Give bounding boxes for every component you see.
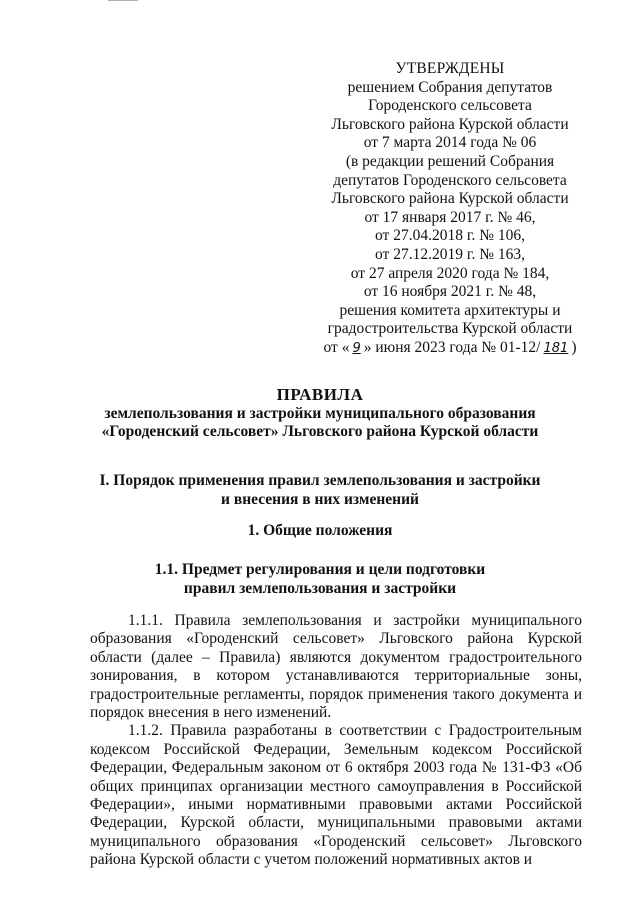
- approval-last-suffix: ): [571, 338, 577, 356]
- handwritten-day: 9: [352, 340, 361, 356]
- subsection-title-line: правил землепользования и застройки: [183, 579, 457, 597]
- approval-line: Льговского района Курской области: [331, 190, 569, 208]
- approval-line: решением Собрания депутатов: [347, 78, 553, 96]
- scan-mark: [108, 0, 138, 4]
- approval-line: от 27.12.2019 г. № 163,: [375, 245, 525, 263]
- document-title: [60, 386, 580, 442]
- title-main: ПРАВИЛА: [276, 385, 364, 404]
- subsection-title: [60, 561, 580, 598]
- subsection-title-line: 1.1. Предмет регулирования и цели подготовки: [154, 561, 486, 578]
- title-line: землепользования и застройки муниципального образования: [104, 404, 536, 422]
- approval-line: от 7 марта 2014 года № 06: [363, 134, 537, 152]
- approval-line: от 16 ноября 2021 г. № 48,: [363, 283, 537, 301]
- approval-last-line: [300, 339, 600, 359]
- paragraph: 1.1.2. Правила разработаны в соответствии с Градостроительным кодексом Российской Федерации, Земельным кодексом Российской Федерации, Федеральным законом от 6 октября 2003 года № 131-ФЗ «Об общих принципах организации местного самоуправления в Российской Федерации», иными нормативными правовыми актами Российской Федерации, Курской области, муниципальными правовыми актами муниципального образования «Городенский сельсовет» Льговского района Курской области с учетом положений нормативных актов и: [90, 722, 582, 869]
- approval-line: решения комитета архитектуры и: [339, 301, 561, 319]
- section-title: [60, 472, 580, 509]
- approval-line: (в редакции решений Собрания: [345, 152, 555, 170]
- approval-block: [300, 60, 600, 359]
- section-title-line: и внесения в них изменений: [221, 490, 419, 508]
- approval-heading: УТВЕРЖДЕНЫ: [395, 60, 505, 77]
- section-title-line: I. Порядок применения правил землепользования и застройки: [99, 472, 541, 489]
- approval-last-middle: » июня 2023 года № 01-12/: [363, 338, 541, 356]
- approval-line: от 27 апреля 2020 года № 184,: [350, 264, 550, 282]
- approval-line: от 27.04.2018 г. № 106,: [375, 227, 525, 245]
- handwritten-number: 181: [543, 340, 569, 356]
- approval-last-prefix: от «: [323, 338, 350, 356]
- approval-line: Льговского района Курской области: [331, 115, 569, 133]
- paragraph: 1.1.1. Правила землепользования и застройки муниципального образования «Городенский сельсовет» Льговского района Курской области (далее – Правила) являются документом градостроительного зонирования, в котором устанавливаются территориальные зоны, градостроительные регламенты, порядок применения такого документа и порядок внесения в него изменений.: [90, 612, 582, 722]
- title-line: «Городенский сельсовет» Льговского района Курской области: [101, 423, 539, 441]
- approval-line: депутатов Городенского сельсовета: [333, 171, 567, 189]
- approval-line: от 17 января 2017 г. № 46,: [364, 208, 536, 226]
- chapter-title: 1. Общие положения: [247, 522, 393, 539]
- approval-line: Городенского сельсовета: [368, 97, 532, 115]
- body-text: [90, 612, 582, 870]
- approval-line: градостроительства Курской области: [327, 320, 573, 338]
